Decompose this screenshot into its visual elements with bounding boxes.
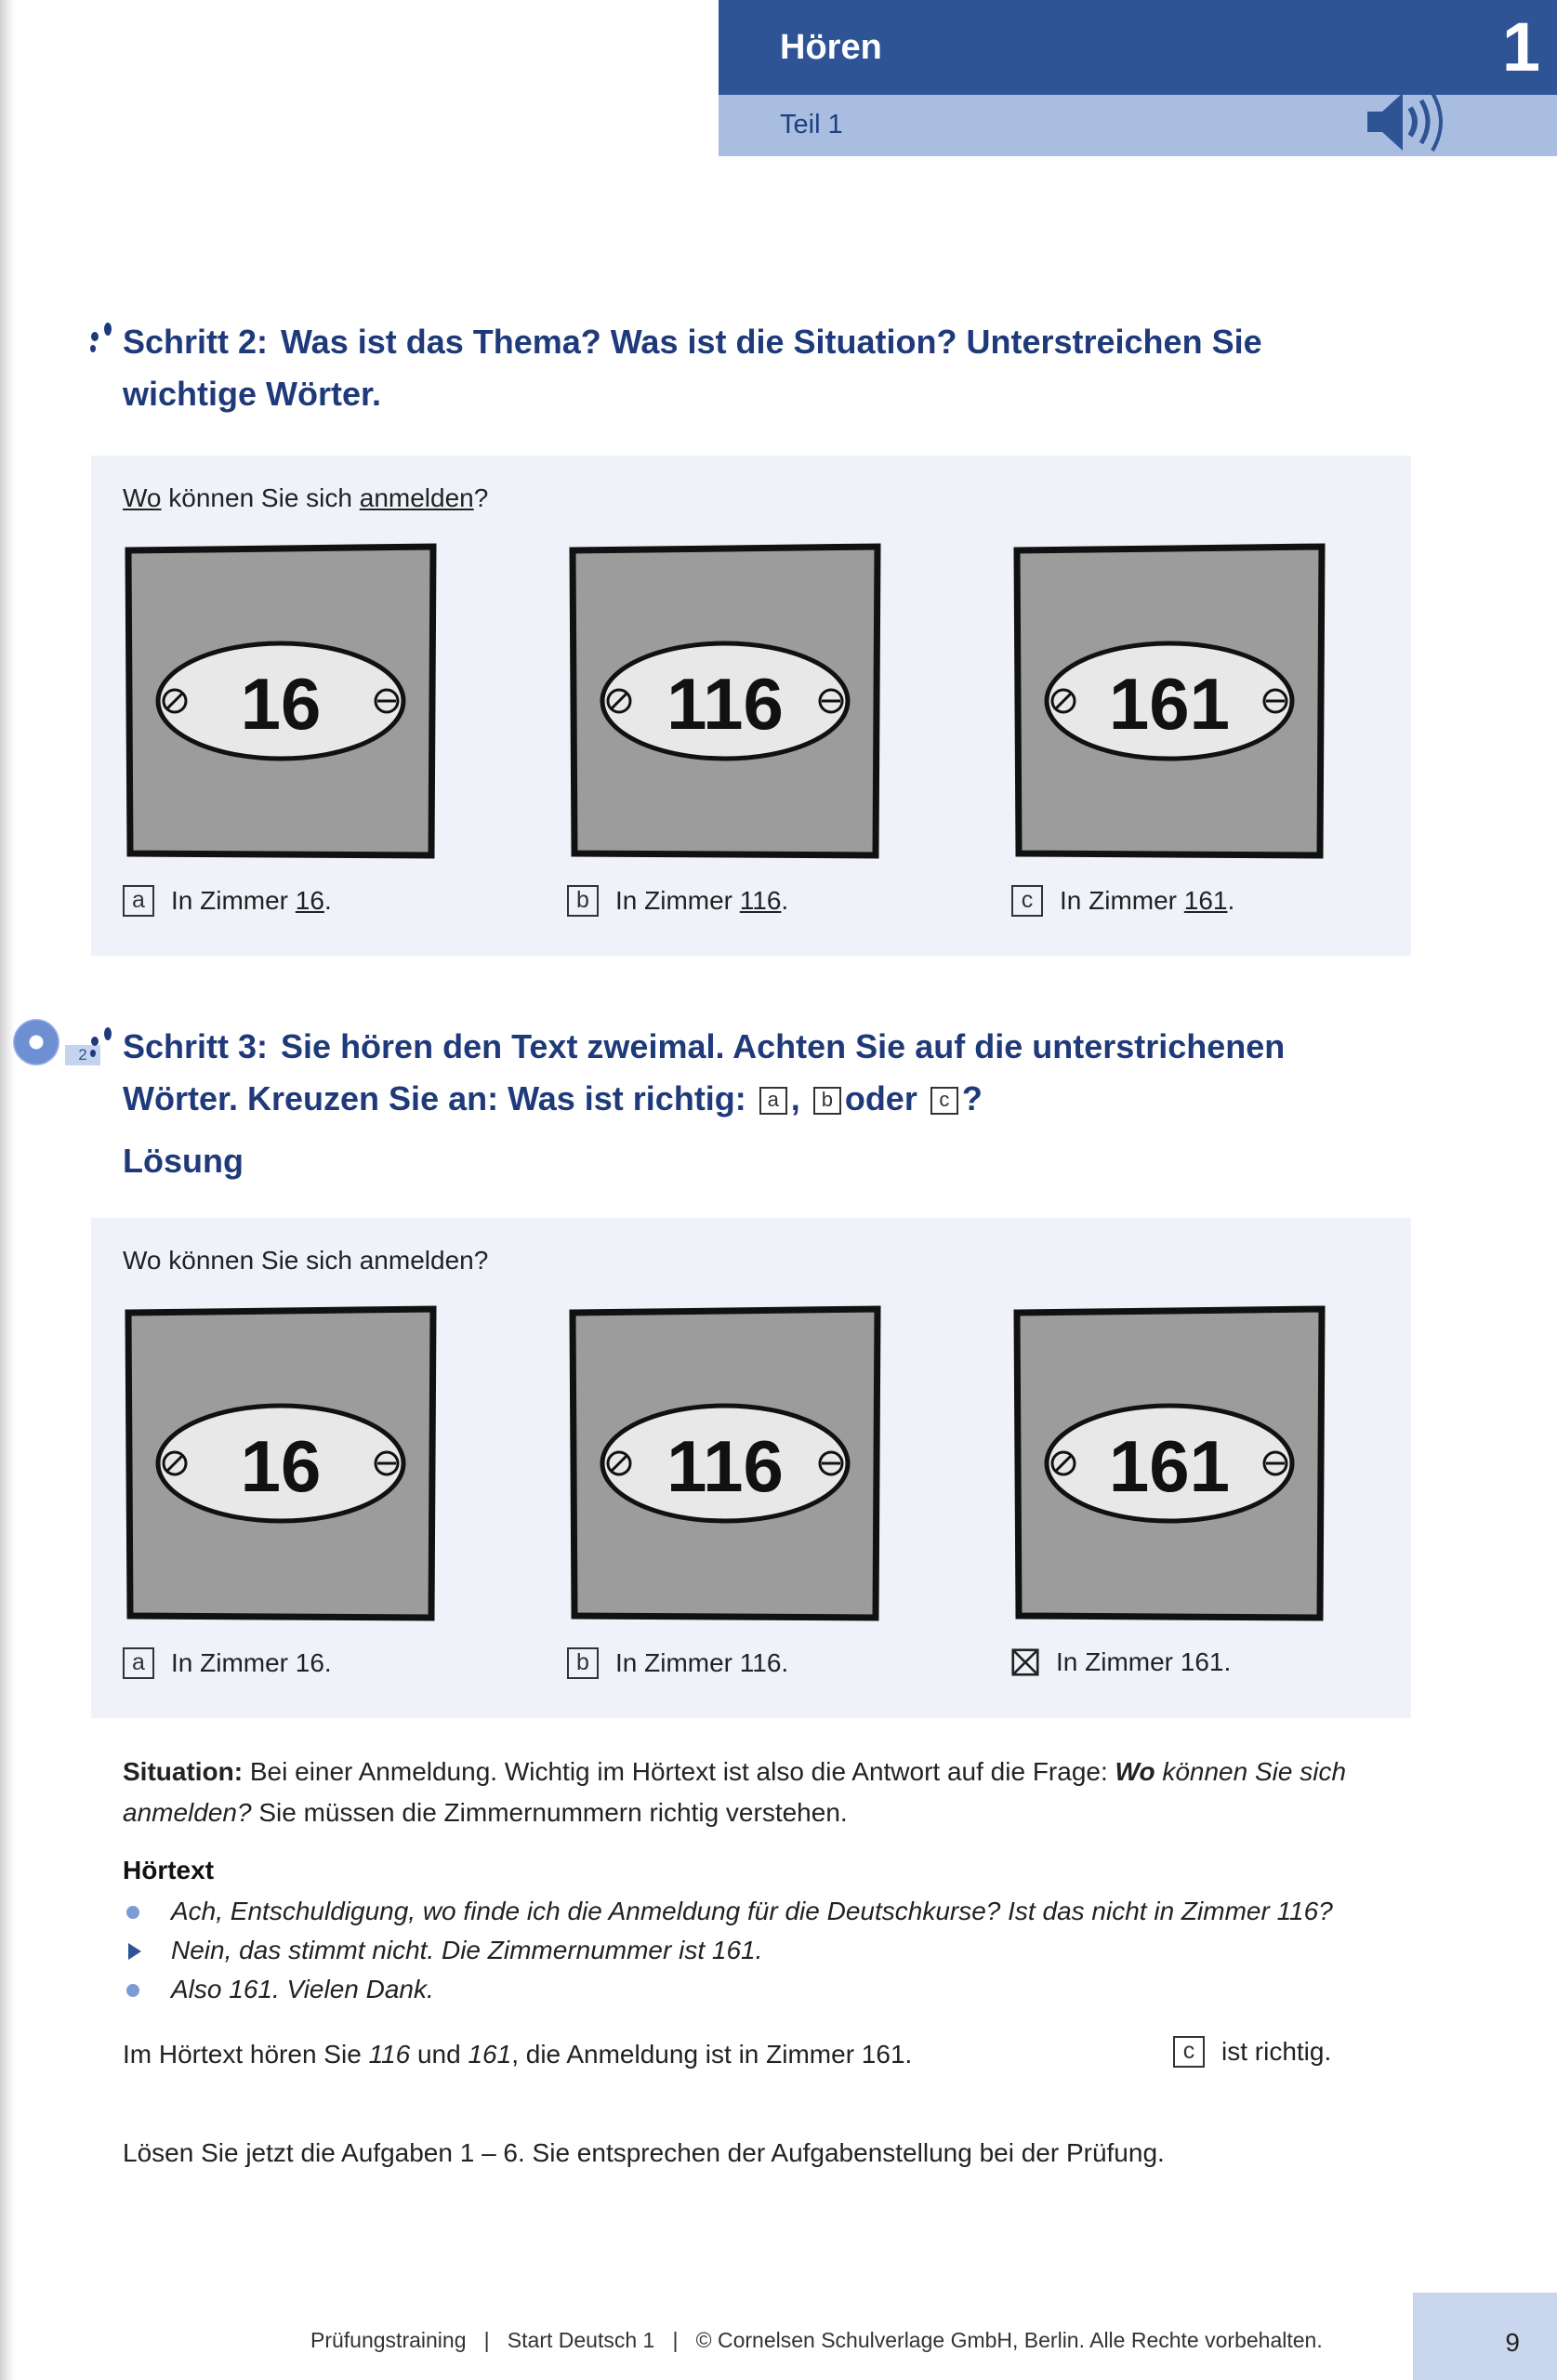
box-c: c [930, 1087, 958, 1115]
cd-icon [13, 1019, 59, 1065]
step-2-text: Was ist das Thema? Was ist die Situation? Unterstreichen Sie wichtige Wörter. [123, 323, 1262, 413]
step-3-instruction: Schritt 3: Sie hören den Text zweimal. Achten Sie auf die unterstrichenen Wörter. Kreuzen Sie an: Was ist richtig: a , b oder c ? [123, 1021, 1368, 1125]
room-number: 16 [240, 663, 322, 745]
checkbox-c[interactable]: c [1011, 885, 1043, 917]
room-number: 116 [666, 663, 784, 745]
triangle-bullet-icon [128, 1943, 141, 1960]
result-paragraph: Im Hörtext hören Sie 116 und 161, die Anmeldung ist in Zimmer 161. [123, 2040, 913, 2069]
circle-bullet-icon [126, 1984, 139, 1997]
room-number: 16 [240, 1425, 322, 1507]
section-subtitle: Teil 1 [780, 110, 843, 139]
closing-paragraph: Lösen Sie jetzt die Aufgaben 1 – 6. Sie entsprechen der Aufgabenstellung bei der Prüfung. [123, 2138, 1165, 2167]
room-sign [125, 1305, 437, 1621]
track-number: 2 [65, 1045, 100, 1065]
room-number: 161 [1108, 663, 1231, 745]
option-b[interactable]: b In Zimmer 116. [567, 1647, 788, 1679]
hoertext-heading: Hörtext [123, 1856, 215, 1884]
footer-text: Prüfungstraining | Start Deutsch 1 | © Cornelsen Schulverlage GmbH, Berlin. Alle Rechte vorbehalten. [310, 2328, 1323, 2352]
answer-label: c ist richtig. [1173, 2036, 1331, 2068]
footsteps-icon [86, 1026, 117, 1058]
checkbox-b[interactable]: b [567, 885, 599, 917]
speaker-icon [1362, 80, 1464, 164]
room-number: 116 [666, 1425, 784, 1507]
footsteps-icon [86, 322, 117, 353]
step-2-label: Schritt 2: [123, 323, 269, 361]
checked-box-icon[interactable] [1011, 1648, 1039, 1676]
situation-paragraph: Situation: Bei einer Anmeldung. Wichtig im Hörtext ist also die Antwort auf die Frage: Wo können Sie sich anmelden? Sie müssen die Zimmernummern richtig verstehen. [123, 1757, 1347, 1827]
room-sign [569, 543, 881, 859]
option-c[interactable]: c In Zimmer 161 . [1011, 885, 1234, 917]
room-sign [125, 543, 437, 859]
page-spine-shadow [0, 0, 15, 2380]
panel-question: Wo können Sie sich anmelden? [123, 1246, 489, 1275]
option-a[interactable]: a In Zimmer 16 . [123, 885, 332, 917]
box-a: a [759, 1087, 787, 1115]
checkbox-a[interactable]: a [123, 1647, 154, 1679]
section-title: Hören [780, 28, 882, 67]
step-3-text: Sie hören den Text zweimal. Achten Sie auf die unterstrichenen Wörter. Kreuzen Sie an: Was ist richtig: [123, 1027, 1286, 1117]
room-sign [569, 1305, 881, 1621]
room-sign [1013, 543, 1326, 859]
option-a[interactable]: a In Zimmer 16. [123, 1647, 332, 1679]
answer-box: c [1173, 2036, 1205, 2068]
room-sign [1013, 1305, 1326, 1621]
exercise-panel [91, 456, 1411, 956]
section-number: 1 [1501, 8, 1540, 86]
panel-question: Wo können Sie sich anmelden? [123, 483, 489, 512]
option-b[interactable]: b In Zimmer 116 . [567, 885, 788, 917]
checkbox-b[interactable]: b [567, 1647, 599, 1679]
solution-heading: Lösung [123, 1142, 244, 1180]
circle-bullet-icon [126, 1906, 139, 1919]
step-3-label: Schritt 3: [123, 1027, 269, 1065]
page-number: 9 [1505, 2328, 1520, 2357]
dialog-line: Ach, Entschuldigung, wo finde ich die Anmeldung für die Deutschkurse? Ist das nicht in Zimmer 116? [123, 1897, 1333, 1926]
dialog-line: Also 161. Vielen Dank. [123, 1975, 434, 2004]
checkbox-a[interactable]: a [123, 885, 154, 917]
solution-panel [91, 1218, 1411, 1718]
dialog-line: Nein, das stimmt nicht. Die Zimmernummer ist 161. [123, 1936, 762, 1965]
box-b: b [813, 1087, 841, 1115]
step-2-instruction [123, 316, 1368, 420]
page-number-box [1413, 2293, 1557, 2380]
option-c[interactable]: In Zimmer 161. [1011, 1647, 1231, 1677]
room-number: 161 [1108, 1425, 1231, 1507]
section-header [719, 0, 1557, 156]
